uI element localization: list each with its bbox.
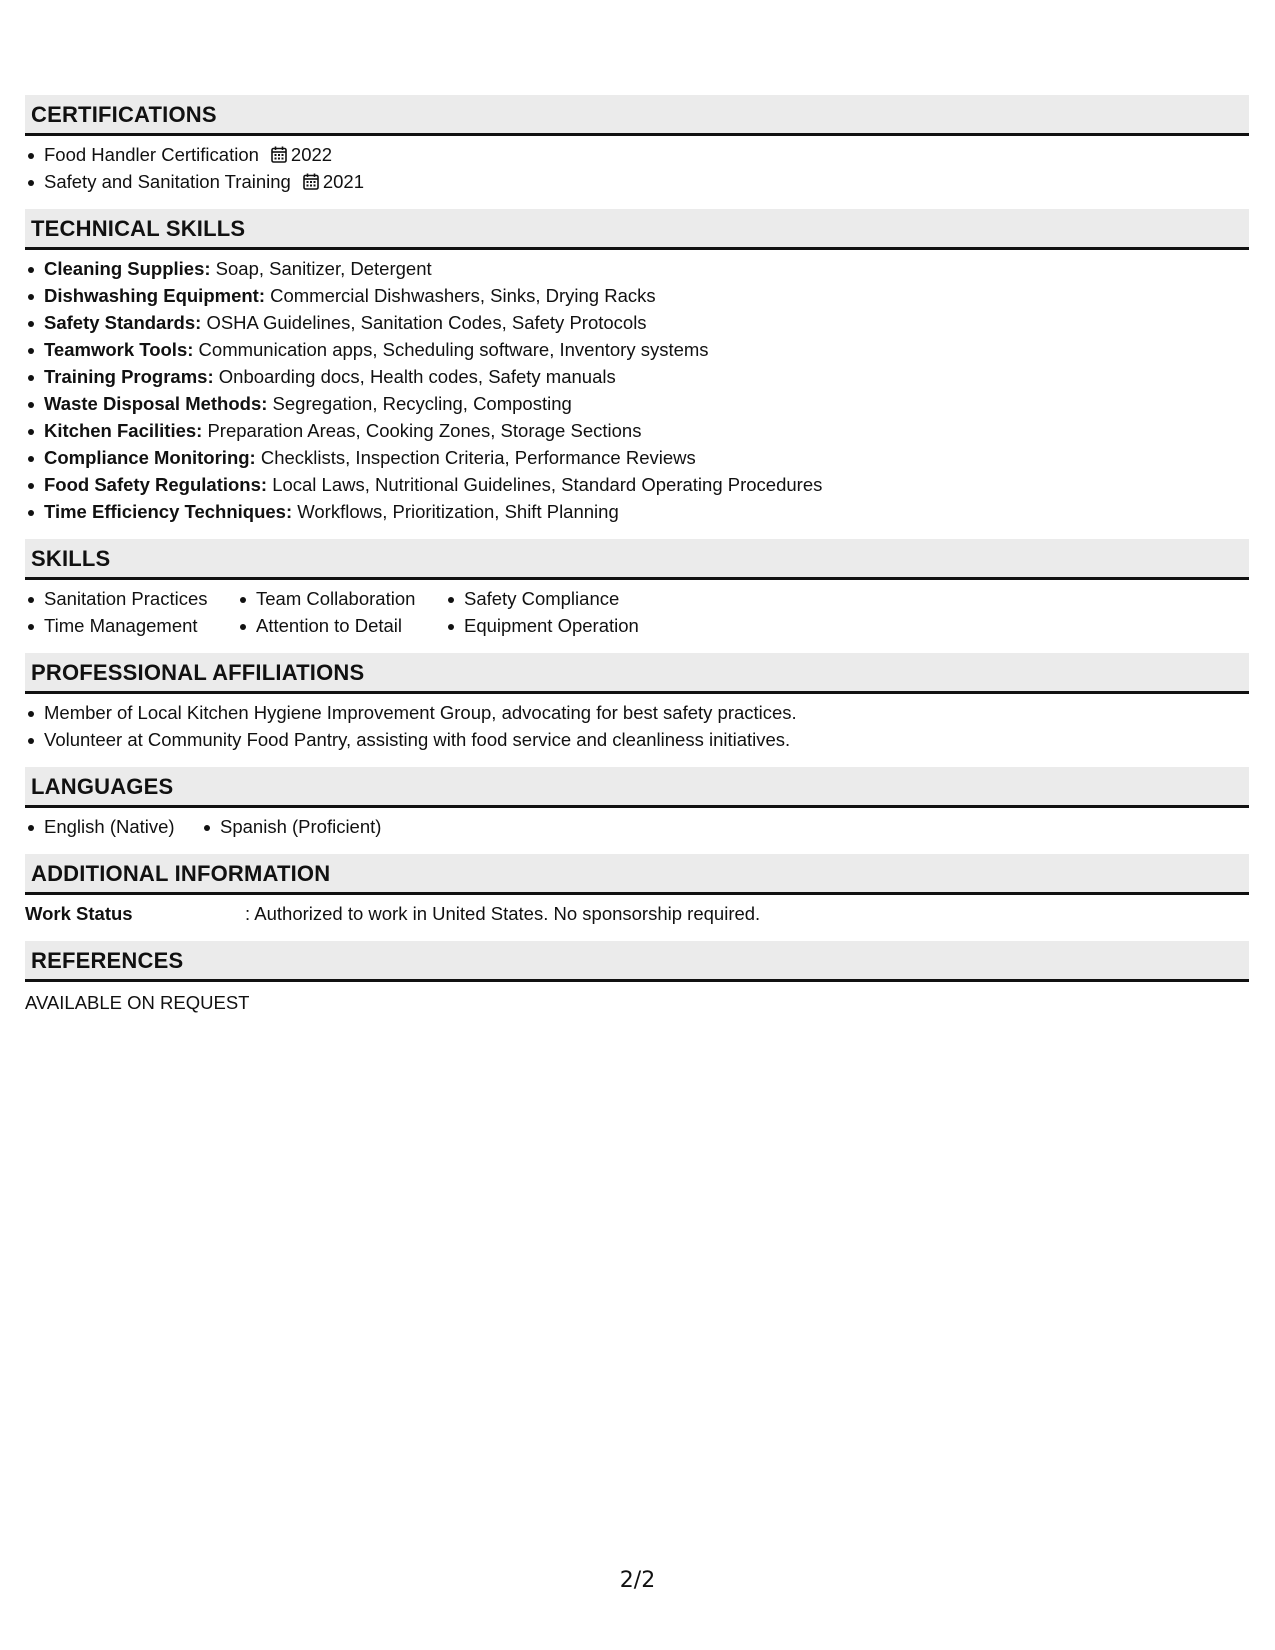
technical-skills-heading: TECHNICAL SKILLS (25, 209, 1249, 250)
skills-section (25, 539, 1249, 639)
skills-column (237, 585, 445, 639)
additional-info-section (25, 854, 1249, 927)
certification-name: Food Handler Certification (44, 144, 259, 165)
skills-column (445, 585, 665, 639)
work-status-label: Work Status (25, 903, 133, 924)
skill-category-value: Soap, Sanitizer, Detergent (215, 258, 432, 279)
skill-category-label: Teamwork Tools: (44, 339, 194, 360)
language-column (201, 813, 381, 840)
languages-row (25, 813, 1249, 840)
references-heading: REFERENCES (25, 941, 1249, 982)
skill-category-value: Workflows, Prioritization, Shift Planning (297, 501, 619, 522)
calendar-icon (303, 173, 319, 190)
skill-category-label: Time Efficiency Techniques: (44, 501, 293, 522)
skill-category-label: Waste Disposal Methods: (44, 393, 268, 414)
certification-name: Safety and Sanitation Training (44, 171, 291, 192)
certification-item (25, 141, 1249, 168)
certification-year: 2021 (322, 171, 364, 192)
skill-category-label: Training Programs: (44, 366, 214, 387)
skill-category-value: Communication apps, Scheduling software, Inventory systems (198, 339, 709, 360)
certifications-section (25, 95, 1249, 195)
language-item: English (Native) (25, 813, 201, 840)
references-text: AVAILABLE ON REQUEST (25, 992, 250, 1013)
skill-category-label: Cleaning Supplies: (44, 258, 211, 279)
technical-skill-item (25, 417, 1249, 444)
skill-item: Safety Compliance (445, 585, 665, 612)
skill-category-value: Onboarding docs, Health codes, Safety manuals (218, 366, 616, 387)
technical-skill-item (25, 498, 1249, 525)
skill-category-label: Dishwashing Equipment: (44, 285, 265, 306)
technical-skills-list (25, 255, 1249, 525)
calendar-icon (271, 146, 287, 163)
affiliations-list (25, 699, 1249, 753)
skill-item: Sanitation Practices (25, 585, 237, 612)
skill-item: Attention to Detail (237, 612, 445, 639)
skill-category-label: Food Safety Regulations: (44, 474, 268, 495)
languages-section (25, 767, 1249, 840)
work-status-value: : Authorized to work in United States. No sponsorship required. (245, 903, 761, 924)
page-number: 2/2 (619, 1568, 656, 1593)
additional-info-heading: ADDITIONAL INFORMATION (25, 854, 1249, 895)
certifications-list (25, 141, 1249, 195)
skill-category-value: Checklists, Inspection Criteria, Performance Reviews (260, 447, 696, 468)
skill-item: Equipment Operation (445, 612, 665, 639)
technical-skill-item (25, 444, 1249, 471)
certification-year: 2022 (290, 144, 333, 165)
affiliation-item: Volunteer at Community Food Pantry, assisting with food service and cleanliness initiatives. (25, 726, 1249, 753)
skill-category-label: Compliance Monitoring: (44, 447, 256, 468)
affiliations-section (25, 653, 1249, 753)
technical-skill-item (25, 336, 1249, 363)
technical-skill-item (25, 363, 1249, 390)
skills-column (25, 585, 237, 639)
technical-skill-item (25, 471, 1249, 498)
skill-item: Team Collaboration (237, 585, 445, 612)
skill-category-value: Preparation Areas, Cooking Zones, Storage Sections (207, 420, 642, 441)
language-column (25, 813, 201, 840)
references-section (25, 941, 1249, 1016)
languages-heading: LANGUAGES (25, 767, 1249, 808)
skill-category-value: Segregation, Recycling, Composting (272, 393, 572, 414)
resume-page (25, 95, 1249, 1030)
affiliation-item: Member of Local Kitchen Hygiene Improvement Group, advocating for best safety practices. (25, 699, 1249, 726)
work-status-row (25, 900, 1249, 927)
skills-heading: SKILLS (25, 539, 1249, 580)
certifications-heading: CERTIFICATIONS (25, 95, 1249, 136)
language-item: Spanish (Proficient) (201, 813, 381, 840)
technical-skill-item (25, 255, 1249, 282)
technical-skill-item (25, 309, 1249, 336)
skill-category-value: OSHA Guidelines, Sanitation Codes, Safety Protocols (206, 312, 647, 333)
affiliations-heading: PROFESSIONAL AFFILIATIONS (25, 653, 1249, 694)
skills-columns (25, 585, 1249, 639)
technical-skill-item (25, 282, 1249, 309)
certification-item (25, 168, 1249, 195)
skill-category-value: Commercial Dishwashers, Sinks, Drying Racks (270, 285, 656, 306)
skill-category-label: Safety Standards: (44, 312, 202, 333)
technical-skill-item (25, 390, 1249, 417)
technical-skills-section (25, 209, 1249, 525)
skill-category-value: Local Laws, Nutritional Guidelines, Standard Operating Procedures (272, 474, 823, 495)
skill-category-label: Kitchen Facilities: (44, 420, 203, 441)
skill-item: Time Management (25, 612, 237, 639)
